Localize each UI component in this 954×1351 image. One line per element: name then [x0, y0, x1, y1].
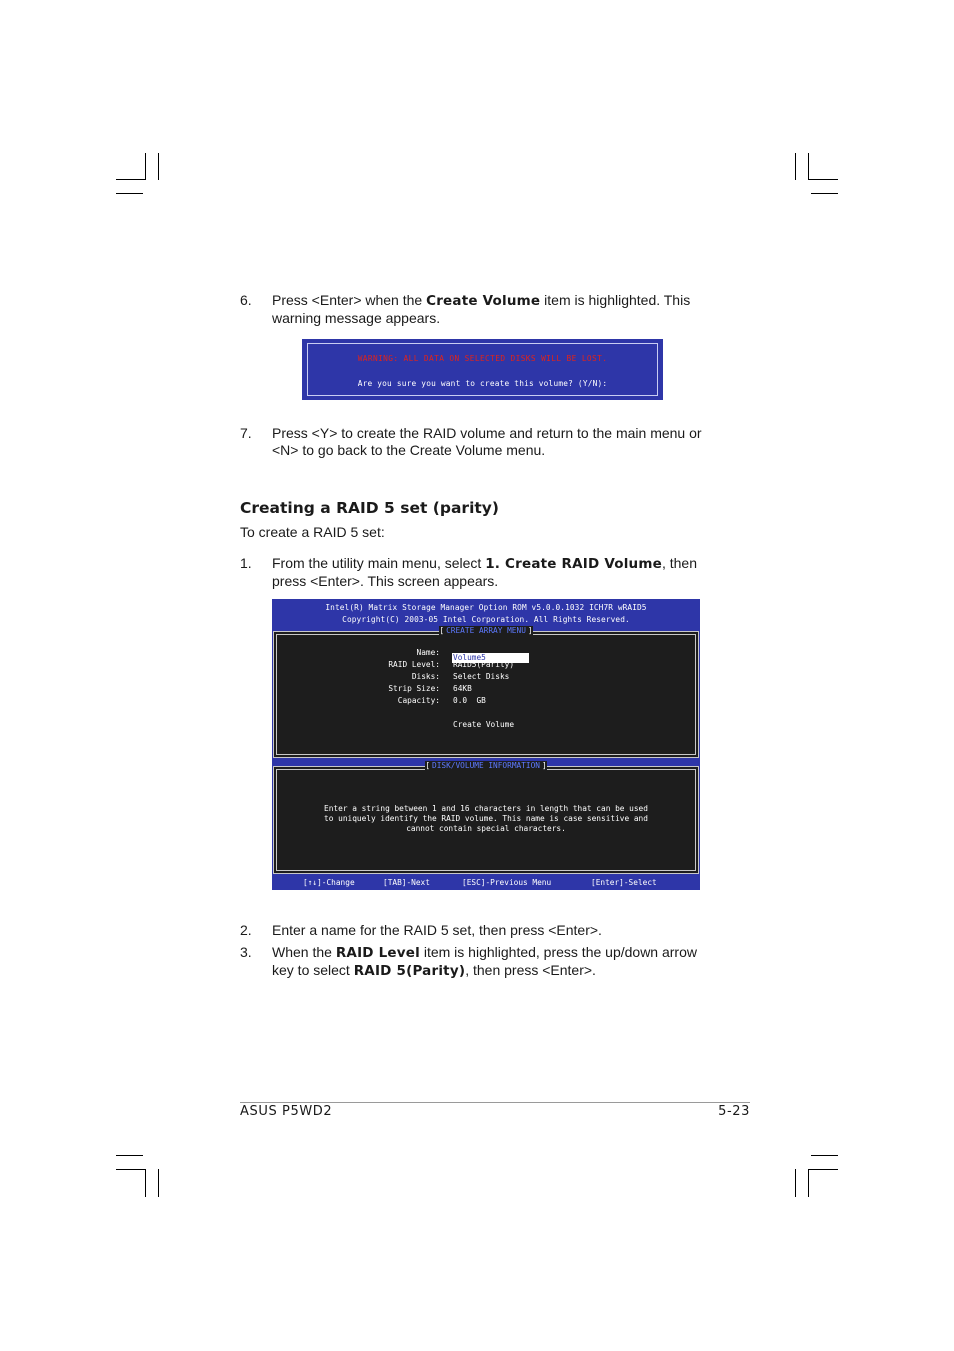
footer-select-hint: [Enter]-Select [591, 878, 657, 887]
capacity-label: Capacity: [397, 696, 440, 705]
footer-next-hint: [TAB]-Next [383, 878, 430, 887]
step-text [272, 425, 717, 459]
crop-mark [116, 1155, 143, 1156]
raid-level-value[interactable]: RAID5(Parity) [453, 660, 515, 669]
footer-page-number: 5-23 [718, 1104, 750, 1119]
crop-mark [158, 1169, 159, 1197]
crop-mark [808, 153, 809, 180]
keyword-create-volume: Create Volume [426, 293, 541, 309]
step-text-part: <N> to go back to the Create Volume menu. [272, 442, 546, 458]
disks-value[interactable]: Select Disks [453, 672, 510, 681]
section-intro: To create a RAID 5 set: [240, 524, 385, 540]
footer-change-hint: [↑↓]-Change [303, 878, 355, 887]
keyword-raid-level: RAID Level [335, 945, 420, 961]
crop-mark [116, 193, 143, 194]
warning-message: WARNING: ALL DATA ON SELECTED DISKS WILL BE LOST. [357, 354, 608, 363]
crop-mark [811, 1155, 838, 1156]
crop-mark [808, 1169, 809, 1197]
crop-mark [808, 179, 838, 180]
step-text [272, 292, 717, 327]
bios-title: Intel(R) Matrix Storage Manager Option ROM v5.0.0.1032 ICH7R wRAID5 [325, 603, 647, 612]
step-text-part: When the [272, 944, 336, 960]
crop-mark [158, 153, 159, 180]
info-description [274, 804, 698, 834]
bios-screenshot [272, 599, 700, 890]
disks-label: Disks: [411, 672, 440, 681]
disk-volume-info-panel [273, 761, 699, 874]
create-volume-button[interactable]: Create Volume [453, 720, 515, 729]
step-text-part: Press <Enter> when the [272, 292, 427, 308]
crop-mark [116, 179, 146, 180]
info-line: cannot contain special characters. [406, 824, 566, 833]
warning-dialog [302, 339, 663, 400]
crop-mark [795, 153, 796, 180]
step-text-part: Press <Y> to create the RAID volume and return to the main menu or [272, 425, 702, 441]
step-number: 7. [240, 425, 252, 441]
step-text [272, 944, 717, 980]
footer-rule [240, 1102, 750, 1103]
strip-size-value[interactable]: 64KB [453, 684, 472, 693]
step-text-part: key to select [272, 962, 354, 978]
step-number: 6. [240, 292, 252, 308]
step-text-part: , then press <Enter>. [465, 962, 596, 978]
crop-mark [808, 1169, 838, 1170]
step-number: 3. [240, 944, 252, 960]
bios-header [272, 602, 700, 625]
crop-mark [795, 1169, 796, 1197]
step-text-part: item is highlighted. This [540, 292, 691, 308]
keyword-create-raid-volume: 1. Create RAID Volume [485, 556, 662, 572]
step-text-part: From the utility main menu, select [272, 555, 486, 571]
name-input[interactable]: Volume5 [452, 653, 529, 663]
capacity-value[interactable]: 0.0 GB [453, 696, 486, 705]
step-text-part: item is highlighted, press the up/down arrow [419, 944, 697, 960]
info-line: Enter a string between 1 and 16 characters in length that can be used [324, 804, 648, 813]
step-number: 1. [240, 555, 252, 571]
footer-product-name: ASUS P5WD2 [240, 1104, 333, 1119]
section-heading: Creating a RAID 5 set (parity) [240, 499, 499, 517]
info-line: to uniquely identify the RAID volume. This name is case sensitive and [324, 814, 648, 823]
bios-copyright: Copyright(C) 2003-05 Intel Corporation. All Rights Reserved. [342, 614, 630, 624]
crop-mark [811, 193, 838, 194]
keyword-raid5-parity: RAID 5(Parity) [353, 963, 466, 979]
step-number: 2. [240, 922, 252, 938]
panel-title-text: CREATE ARRAY MENU [446, 626, 526, 635]
disk-volume-info-title: [ DISK/VOLUME INFORMATION ] [425, 761, 547, 770]
step-text-part: , then [661, 555, 697, 571]
panel-title-text: DISK/VOLUME INFORMATION [432, 761, 540, 770]
footer-previous-hint: [ESC]-Previous Menu [462, 878, 552, 887]
step-text [272, 555, 717, 590]
raid-level-label: RAID Level: [388, 660, 440, 669]
confirm-prompt: Are you sure you want to create this volume? (Y/N): [357, 379, 608, 388]
step-text-part: warning message appears. [272, 310, 441, 326]
create-array-menu-title: [ CREATE ARRAY MENU ] [439, 626, 533, 635]
crop-mark [145, 153, 146, 180]
create-array-menu-panel [273, 626, 699, 758]
step-text: Enter a name for the RAID 5 set, then press <Enter>. [272, 922, 602, 938]
name-label: Name: [416, 648, 440, 657]
crop-mark [116, 1169, 146, 1170]
warning-dialog-frame [307, 343, 658, 396]
strip-size-label: Strip Size: [388, 684, 440, 693]
step-text-part: press <Enter>. This screen appears. [272, 573, 499, 589]
crop-mark [145, 1169, 146, 1197]
